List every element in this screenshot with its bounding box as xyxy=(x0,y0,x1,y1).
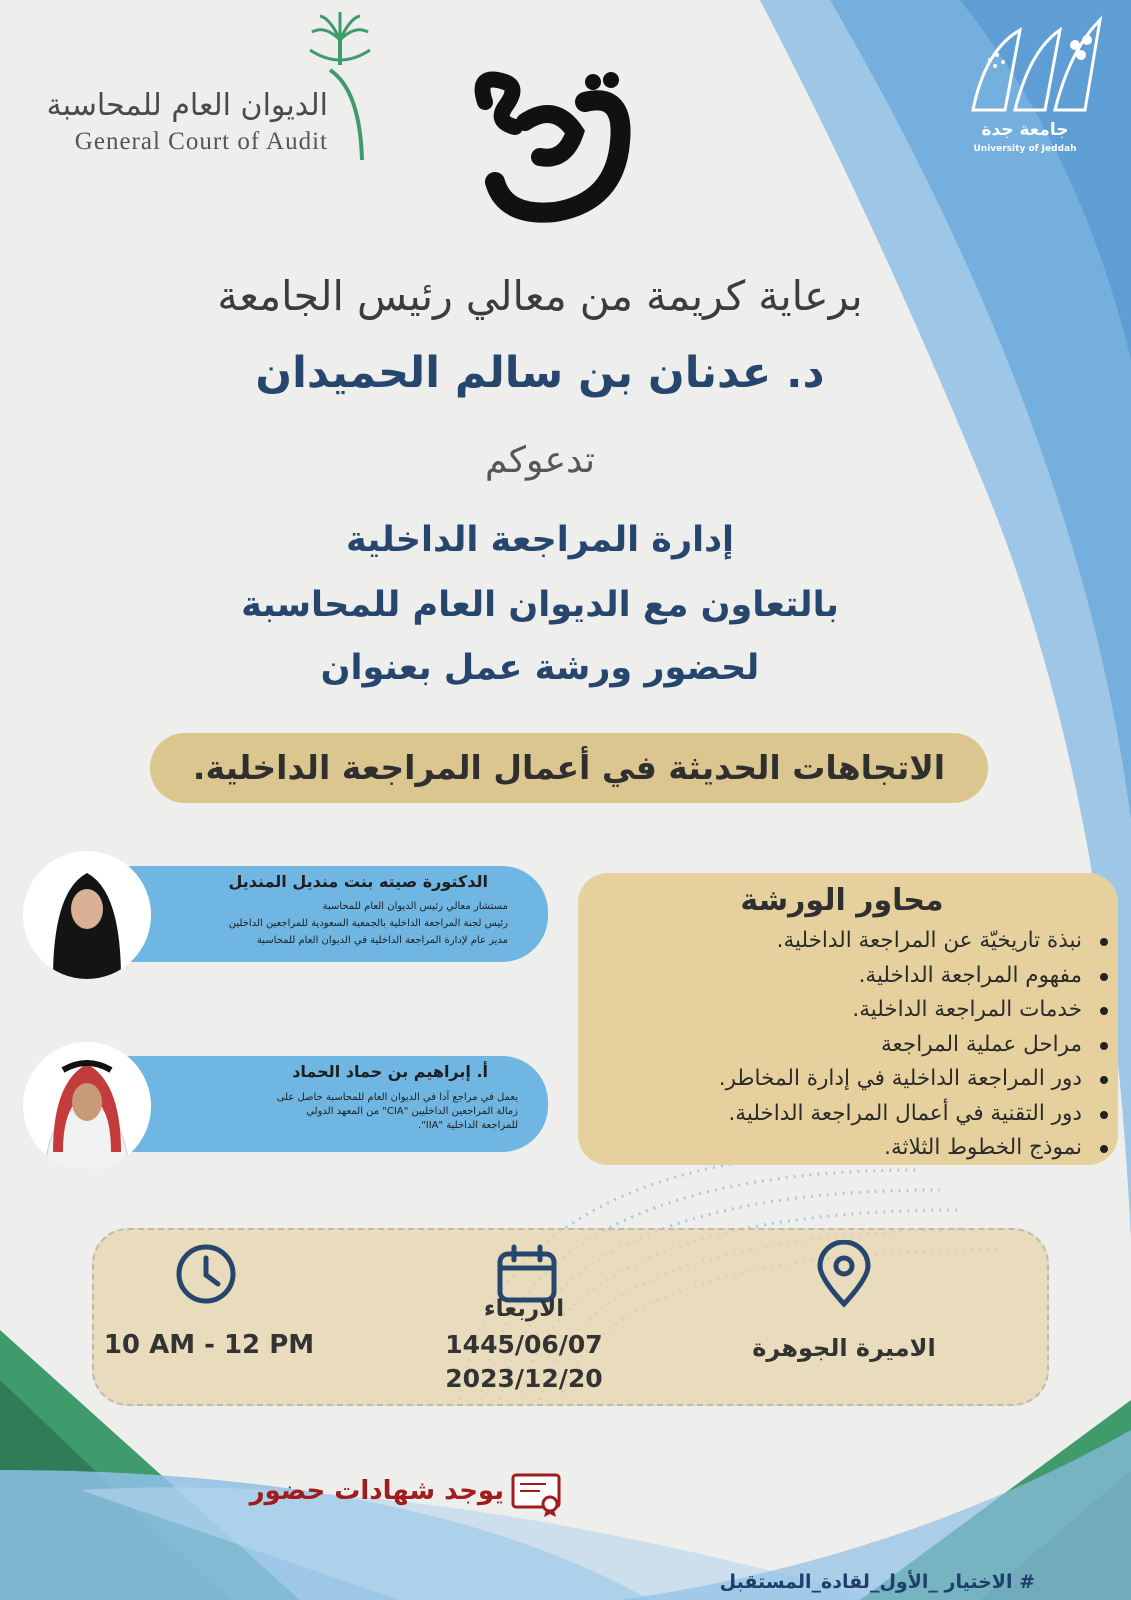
workshop-topics-box xyxy=(578,873,1118,1165)
speaker-bio-line: للمراجعة الداخلية "IIA". xyxy=(417,1120,518,1131)
speaker-card xyxy=(100,866,548,962)
event-date-gregorian: 2023/12/20 xyxy=(445,1364,603,1393)
certificate-note xyxy=(224,1470,564,1520)
event-time: 10 AM - 12 PM xyxy=(103,1330,315,1360)
topic-item: نموذج الخطوط الثلاثة. xyxy=(602,1131,1082,1166)
event-date-hijri: 1445/06/07 xyxy=(445,1330,603,1359)
topic-item: خدمات المراجعة الداخلية. xyxy=(602,993,1082,1028)
workshop-title: الاتجاهات الحديثة في أعمال المراجعة الداخلية. xyxy=(150,733,988,803)
purpose-line: لحضور ورشة عمل بعنوان xyxy=(320,648,760,688)
gca-logo-arabic-text: الديوان العام للمحاسبة xyxy=(46,88,328,123)
event-details-box xyxy=(92,1228,1049,1406)
speaker-name: أ. إبراهيم بن حماد الحماد xyxy=(292,1062,488,1081)
topics-heading: محاور الورشة xyxy=(740,883,944,918)
clock-icon xyxy=(174,1242,238,1306)
topic-item: مراحل عملية المراجعة xyxy=(602,1028,1082,1063)
invitation-calligraphy xyxy=(465,62,645,232)
host-department: إدارة المراجعة الداخلية xyxy=(345,520,735,560)
calendar-icon xyxy=(496,1244,558,1304)
topic-item: نبذة تاريخيّة عن المراجعة الداخلية. xyxy=(602,924,1082,959)
gca-logo-english-text: General Court of Audit xyxy=(74,128,328,155)
partner-line: بالتعاون مع الديوان العام للمحاسبة xyxy=(241,585,839,625)
university-of-jeddah-logo xyxy=(965,10,1125,160)
uj-logo-arabic-text: جامعة جدة xyxy=(981,120,1069,140)
speaker-bio-line: مستشار معالي رئيس الديوان العام للمحاسبة xyxy=(322,901,508,912)
speaker-bio-line: مدير عام لإدارة المراجعة الداخلية في الديوان العام للمحاسبة xyxy=(256,935,508,946)
speaker-avatar xyxy=(23,1042,151,1170)
topic-item: مفهوم المراجعة الداخلية. xyxy=(602,959,1082,994)
president-name: د. عدنان بن سالم الحميدان xyxy=(255,348,825,398)
speaker-avatar xyxy=(23,851,151,979)
certificate-icon xyxy=(510,1472,564,1518)
speaker-bio-line: زمالة المراجعين الداخليين "CIA" من المعهد الدولي xyxy=(306,1106,518,1117)
speaker-name: الدكتورة صيته بنت منديل المنديل xyxy=(228,872,488,891)
speaker-bio-line: يعمل في مراجع آدا في الديوان العام للمحاسبة حاصل على xyxy=(276,1092,518,1103)
topic-item: دور المراجعة الداخلية في إدارة المخاطر. xyxy=(602,1062,1082,1097)
event-venue: الاميرة الجوهرة xyxy=(752,1334,936,1362)
location-pin-icon xyxy=(816,1240,872,1308)
speaker-bio-line: رئيس لجنة المراجعة الداخلية بالجمعية السعودية للمراجعين الداخلين xyxy=(228,918,508,929)
male-speaker-portrait-icon xyxy=(23,1042,151,1170)
event-day: الاربعاء xyxy=(483,1296,565,1322)
uj-logo-english-text: University of Jeddah xyxy=(973,144,1077,154)
patronage-line: برعاية كريمة من معالي رئيس الجامعة xyxy=(217,272,863,320)
certificate-text: يوجد شهادات حضور xyxy=(249,1476,504,1506)
speaker-card xyxy=(100,1056,548,1152)
topic-item: دور التقنية في أعمال المراجعة الداخلية. xyxy=(602,1097,1082,1132)
invitation-calligraphy-icon xyxy=(465,62,645,232)
female-speaker-portrait-icon xyxy=(23,851,151,979)
invites-line: تدعوكم xyxy=(484,440,596,481)
uj-emblem-icon xyxy=(965,10,1105,120)
general-court-of-audit-logo xyxy=(28,10,388,170)
hashtag-slogan: # الاختيار _الأول_لقادة_المستقبل xyxy=(719,1571,1035,1593)
